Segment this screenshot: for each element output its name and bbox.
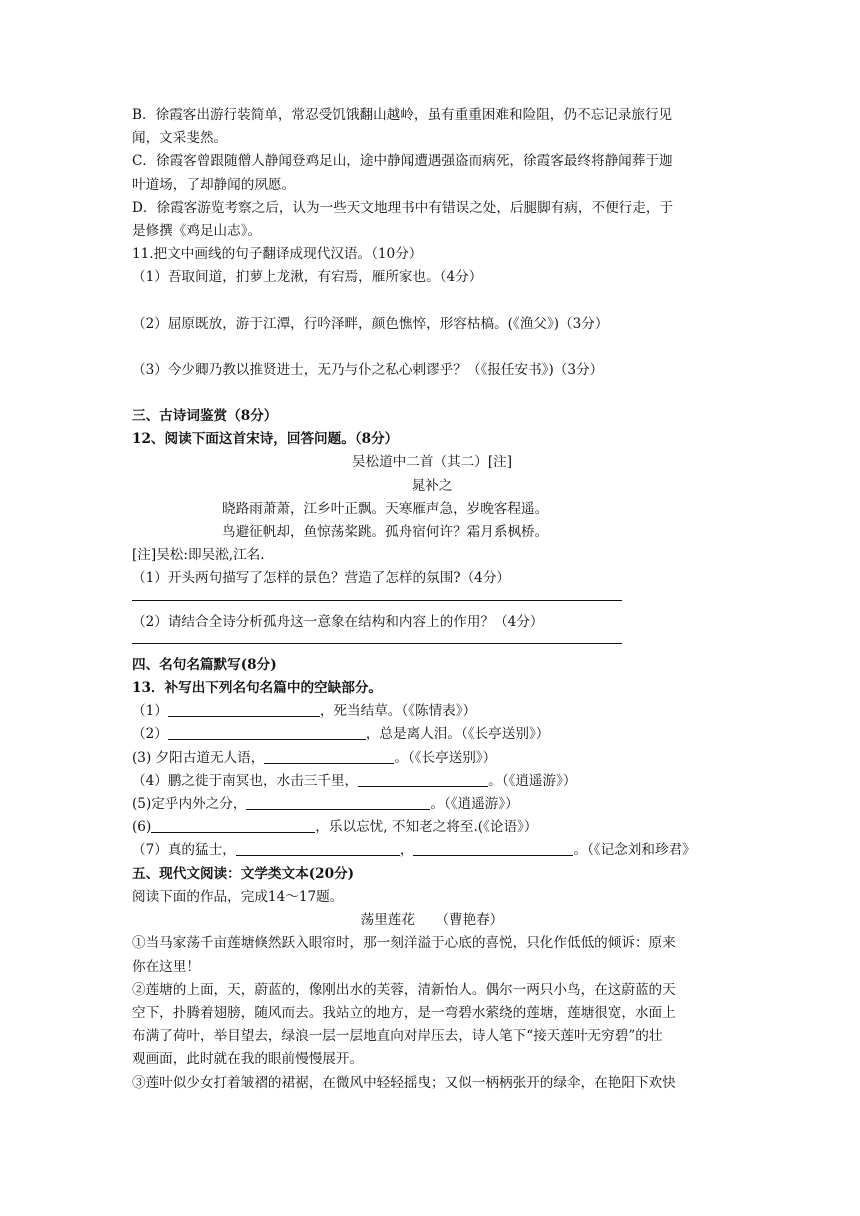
question-11-sentence-3: （3）今少卿乃教以推贤进士，无乃与仆之私心剌谬乎？（《报任安书》)（3分） <box>132 361 604 378</box>
option-d-line1: D．徐霞客游览考察之后，认为一些天文地理书中有错误之处，后腿脚有病，不便行走，于 <box>132 199 674 216</box>
poem-line-1: 晓路雨萧萧，江乡叶正飘。天寒雁声急，岁晚客程遥。 <box>222 500 549 517</box>
paragraph-1-line-1: ①当马家荡千亩莲塘倏然跃入眼帘时，那一刻洋溢于心底的喜悦，只化作低低的倾诉：原来 <box>132 935 676 952</box>
option-d-line2: 是修撰《鸡足山志》。 <box>132 223 262 240</box>
option-c-line1: C．徐霞客曾跟随僧人静闻登鸡足山，途中静闻遭遇强盗而病死，徐霞客最终将静闻葬于迦 <box>132 153 673 170</box>
fill-blank <box>151 818 315 833</box>
paragraph-1-line-2: 你在这里！ <box>132 958 200 975</box>
fill-blank <box>168 702 320 717</box>
question-12-sub-2: （2）请结合全诗分析孤舟这一意象在结构和内容上的作用？（4分） <box>132 613 544 630</box>
question-11-sentence-2: （2）屈原既放，游于江潭，行吟泽畔，颜色憔悴，形容枯槁。(《渔父》)（3分） <box>132 315 609 332</box>
fill-item-4: （4）鹏之徙于南冥也，水击三千里， 。（《逍遥游》） <box>132 772 577 789</box>
option-b-line1: B．徐霞客出游行装简单，常忍受饥饿翻山越岭，虽有重重困难和险阻，仍不忘记录旅行见 <box>132 107 673 123</box>
section-4-heading: 四、名句名篇默写(8分) <box>132 656 277 673</box>
answer-line-1 <box>132 600 622 601</box>
paragraph-2-line-2: 空下，扑腾着翅膀，随风而去。我站立的地方，是一弯碧水萦绕的莲塘，莲塘很宽，水面上 <box>132 1004 676 1021</box>
fill-blank <box>264 749 394 764</box>
poem-title: 吴松道中二首（其二）[注] <box>351 454 513 471</box>
poem-line-2: 鸟避征帆却，鱼惊荡桨跳。孤舟宿何许？霜月系枫桥。 <box>222 524 549 541</box>
question-12-sub-1: （1）开头两句描写了怎样的景色？营造了怎样的氛围?（4分） <box>132 570 511 587</box>
option-c-line2: 叶道场，了却静闻的夙愿。 <box>132 176 296 193</box>
article-title: 荡里莲花 （曹艳春） <box>360 912 504 929</box>
question-12-title: 12、阅读下面这首宋诗，回答问题。（8分） <box>132 431 399 448</box>
fill-item-1: （1） ，死当结草。（《陈情表》） <box>132 703 477 720</box>
option-b-line2: 闻，文采斐然。 <box>132 130 228 147</box>
paragraph-2-line-3: 布满了荷叶，举目望去，绿浪一层一层地直向对岸压去，诗人笔下“接天莲叶无穷碧”的壮 <box>132 1028 663 1045</box>
fill-blank <box>413 841 573 856</box>
reading-intro: 阅读下面的作品，完成14～17题。 <box>132 888 344 905</box>
poem-author: 晁补之 <box>411 477 453 494</box>
fill-blank <box>246 795 430 810</box>
fill-item-5: (5)定乎内外之分， 。（《逍遥游》） <box>132 796 519 813</box>
question-11-title: 11.把文中画线的句子翻译成现代汉语。（10分） <box>132 246 423 263</box>
document-page <box>132 104 732 1095</box>
answer-line-2 <box>132 643 622 644</box>
section-3-heading: 三、古诗词鉴赏（8分） <box>132 408 278 425</box>
paragraph-2-line-1: ②莲塘的上面，天，蔚蓝的，像刚出水的芙蓉，清新怡人。偶尔一两只小鸟，在这蔚蓝的天 <box>132 981 676 998</box>
fill-item-6: (6) ，乐以忘忧, 不知老之将至.(《论语》） <box>132 819 538 836</box>
poem-note: [注]吴松:即吴淞,江名. <box>132 547 265 564</box>
fill-item-7: （7）真的猛士， ， 。（《记念刘和珍君》 <box>132 842 696 859</box>
section-5-heading: 五、现代文阅读：文学类文本(20分) <box>132 865 355 882</box>
paragraph-3-line-1: ③莲叶似少女打着皱褶的裙裾，在微风中轻轻摇曳；又似一柄柄张开的绿伞，在艳阳下欢快 <box>132 1074 676 1091</box>
fill-item-2: （2） ，总是离人泪。（《长亭送别》） <box>132 726 550 743</box>
question-13-title: 13．补写出下列名句名篇中的空缺部分。 <box>132 680 383 697</box>
question-11-sentence-1: （1）吾取间道，扪萝上龙湫，有宕焉，雁所家也。（4分） <box>132 269 483 286</box>
fill-blank <box>168 725 366 740</box>
fill-blank <box>358 772 488 787</box>
fill-blank <box>236 841 400 856</box>
fill-item-3: (3) 夕阳古道无人语， 。（《长亭送别》） <box>132 749 497 766</box>
paragraph-2-line-4: 观画面，此时就在我的眼前慢慢展开。 <box>132 1051 364 1068</box>
